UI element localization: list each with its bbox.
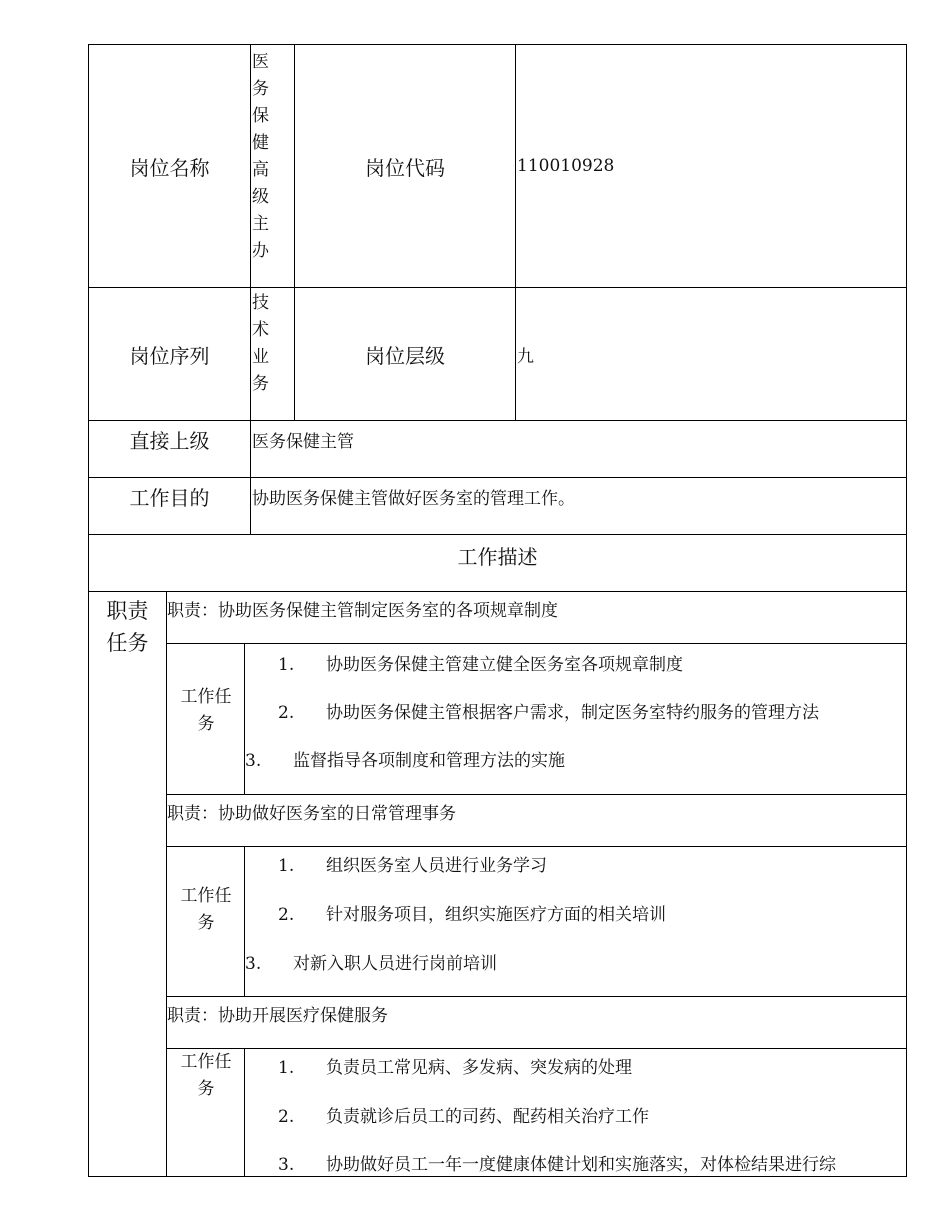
task-item: [278, 1150, 836, 1175]
position-series-value: 技术业务: [252, 293, 269, 394]
task-number: 2.: [278, 1107, 295, 1127]
task-list-cell: [244, 643, 907, 795]
task-list-cell: [244, 1048, 907, 1177]
task-text: 对新入职人员进行岗前培训: [293, 954, 497, 974]
purpose-label: 工作目的: [129, 486, 210, 510]
task-number: 3.: [245, 954, 262, 974]
supervisor-value: 医务保健主管: [252, 432, 354, 452]
description-title-cell: [88, 534, 907, 592]
task-item: [278, 900, 666, 925]
position-series-label: 岗位序列: [129, 343, 210, 368]
task-label: 工作任务: [180, 687, 232, 734]
task-number: 1.: [278, 1058, 295, 1078]
task-item: [278, 851, 547, 876]
task-number: 3.: [278, 1155, 295, 1175]
position-name-value-cell: [250, 44, 295, 288]
task-text: 针对服务项目，组织实施医疗方面的相关培训: [326, 905, 666, 925]
purpose-value: 协助医务保健主管做好医务室的管理工作。: [252, 489, 575, 509]
task-text: 协助医务保健主管根据客户需求，制定医务室特约服务的管理方法: [326, 703, 819, 723]
task-number: 2.: [278, 905, 295, 925]
position-level-label: 岗位层级: [365, 343, 445, 368]
position-series-value-cell: [250, 287, 295, 421]
duties-label-cell: [88, 591, 167, 1177]
supervisor-label: 直接上级: [129, 429, 210, 453]
task-text: 负责员工常见病、多发病、突发病的处理: [326, 1058, 632, 1078]
task-item: [245, 949, 497, 974]
purpose-label-cell: [88, 477, 251, 535]
task-text: 组织医务室人员进行业务学习: [326, 856, 547, 876]
task-label: 工作任务: [180, 886, 232, 933]
task-text: 协助医务保健主管建立健全医务室各项规章制度: [326, 655, 683, 675]
duty-title-cell: [166, 794, 907, 847]
task-list-cell: [244, 846, 907, 997]
position-name-label-cell: [88, 44, 251, 288]
position-code-label: 岗位代码: [365, 155, 445, 180]
duty-title-cell: [166, 591, 907, 644]
task-number: 1.: [278, 655, 295, 675]
task-item: [278, 1053, 632, 1078]
position-series-label-cell: [88, 287, 251, 421]
task-item: [278, 698, 819, 723]
task-label-cell: [166, 1048, 245, 1177]
task-label-cell: [166, 846, 245, 997]
task-number: 2.: [278, 703, 295, 723]
purpose-value-cell: [250, 477, 907, 535]
task-number: 1.: [278, 856, 295, 876]
task-item: [278, 650, 683, 675]
duties-label: 职责任务: [106, 599, 149, 655]
position-code-value-cell: [515, 44, 907, 288]
task-label: 工作任务: [180, 1052, 232, 1099]
position-code-value: 110010928: [517, 156, 615, 176]
task-text: 协助做好员工一年一度健康体健计划和实施落实，对体检结果进行综: [326, 1155, 836, 1175]
position-name-label: 岗位名称: [129, 155, 210, 180]
duty-title: 职责：协助做好医务室的日常管理事务: [167, 804, 456, 824]
task-text: 负责就诊后员工的司药、配药相关治疗工作: [326, 1107, 649, 1127]
position-code-label-cell: [294, 44, 516, 288]
task-item: [245, 746, 565, 771]
task-label-cell: [166, 643, 245, 795]
duty-title: 职责：协助医务保健主管制定医务室的各项规章制度: [167, 601, 558, 621]
duty-title-cell: [166, 996, 907, 1049]
position-level-label-cell: [294, 287, 516, 421]
task-text: 监督指导各项制度和管理方法的实施: [293, 751, 565, 771]
supervisor-value-cell: [250, 420, 907, 478]
task-item: [278, 1102, 649, 1127]
position-name-value: 医务保健高级主办: [252, 52, 269, 261]
position-level-value-cell: [515, 287, 907, 421]
supervisor-label-cell: [88, 420, 251, 478]
description-title: 工作描述: [457, 545, 538, 569]
task-number: 3.: [245, 751, 262, 771]
duty-title: 职责：协助开展医疗保健服务: [167, 1006, 388, 1026]
position-level-value: 九: [517, 346, 534, 367]
